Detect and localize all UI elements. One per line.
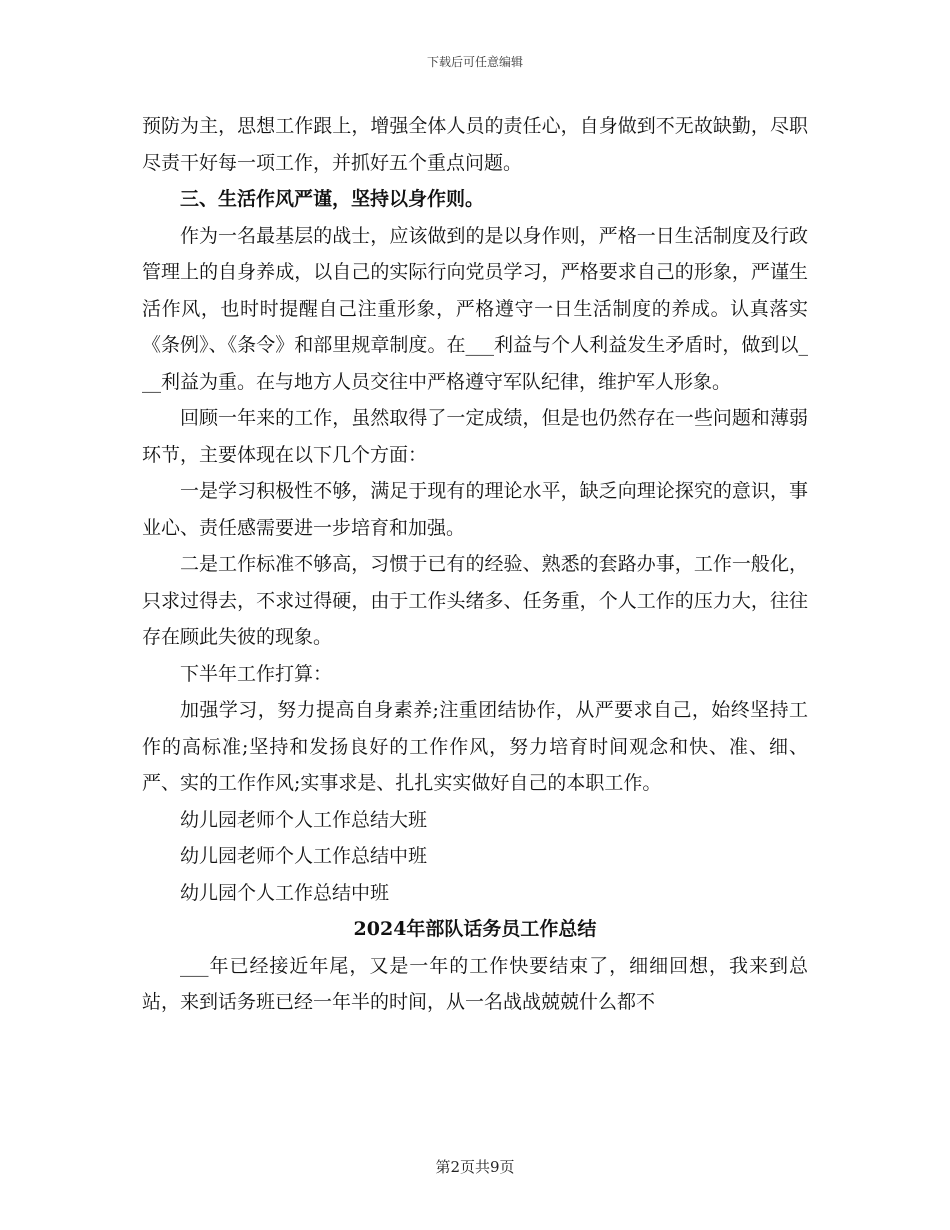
paragraph-self-discipline: 作为一名最基层的战士，应该做到的是以身作则，严格一日生活制度及行政管理上的自身养成，以自己的实际行向党员学习，严格要求自己的形象，严谨生活作风，也时时提醒自己注重形象，严格遵守一日生活制度的养成。认真落实《条例》、《条令》和部里规章制度。在___利益与个人利益发生矛盾时，做到以___利益为重。在与地方人员交往中严格遵守军队纪律，维护军人形象。 — [142, 224, 808, 393]
related-link-line-2: 幼儿园老师个人工作总结中班 — [180, 845, 428, 867]
section-title: 2024年部队话务员工作总结 — [353, 918, 597, 940]
related-link-line-1: 幼儿园老师个人工作总结大班 — [180, 808, 428, 831]
paragraph-review: 回顾一年来的工作，虽然取得了一定成绩，但是也仍然存在一些问题和薄弱环节，主要体现在以下几个方面： — [142, 407, 808, 466]
heading-section-three: 三、生活作风严谨，坚持以身作则。 — [180, 188, 485, 210]
paragraph-plan-heading: 下半年工作打算： — [180, 662, 333, 685]
paragraph-continuation: 预防为主，思想工作跟上，增强全体人员的责任心，自身做到不无故缺勤，尽职尽责干好每一项工作，并抓好五个重点问题。 — [142, 115, 808, 174]
paragraph-weakness-two: 二是工作标准不够高，习惯于已有的经验、熟悉的套路办事，工作一般化，只求过得去，不求过得硬，由于工作头绪多、任务重，个人工作的压力大，往往存在顾此失彼的现象。 — [142, 553, 808, 648]
paragraph-plan: 加强学习，努力提高自身素养;注重团结协作，从严要求自己，始终坚持工作的高标准;坚持和发扬良好的工作作风，努力培育时间观念和快、准、细、严、实的工作作风;实事求是、扎扎实实做好自己的本职工作。 — [142, 699, 808, 794]
page-footer: 第2页共9页 — [435, 1158, 515, 1176]
related-link-line-3: 幼儿园个人工作总结中班 — [180, 881, 390, 904]
document-body — [142, 108, 808, 1021]
paragraph-weakness-one: 一是学习积极性不够，满足于现有的理论水平，缺乏向理论探究的意识，事业心、责任感需要进一步培育和加强。 — [142, 480, 808, 539]
paragraph-new-section: ___年已经接近年尾，又是一年的工作快要结束了，细细回想，我来到总站，来到话务班已经一年半的时间，从一名战战兢兢什么都不 — [142, 954, 808, 1013]
page-header: 下载后可任意编辑 — [426, 55, 523, 69]
